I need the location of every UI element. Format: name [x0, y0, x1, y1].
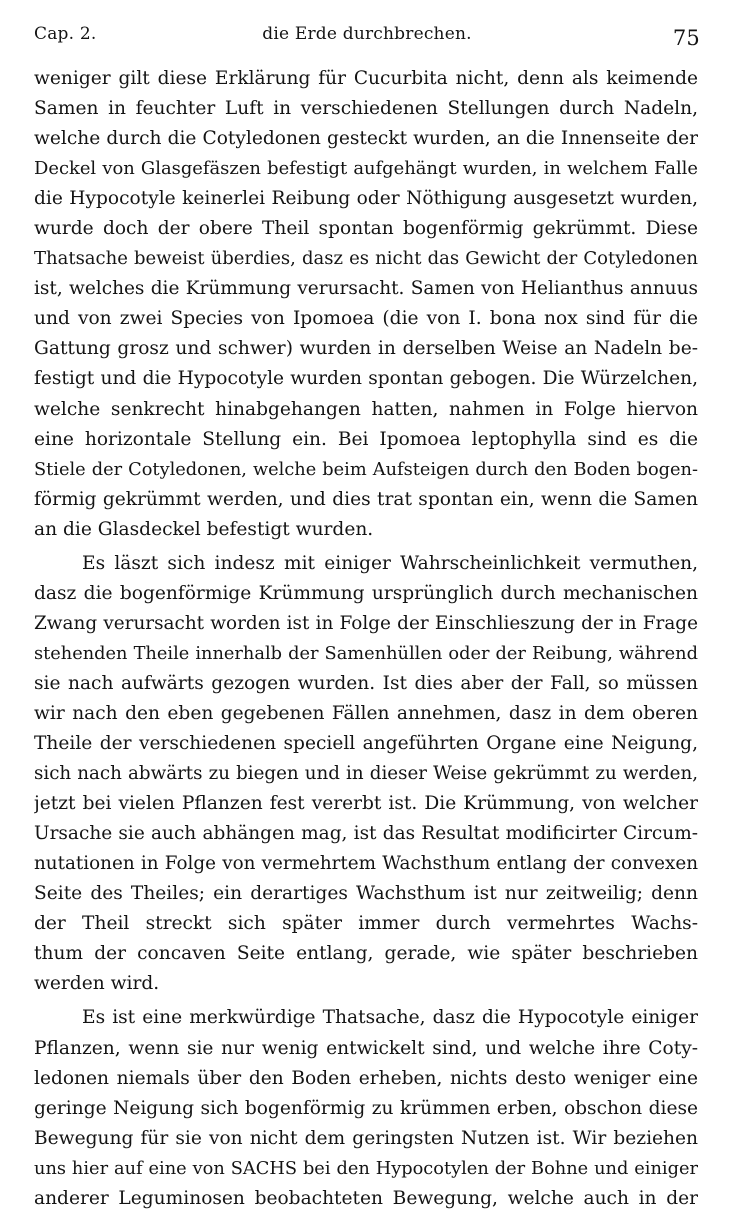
text-line: weniger gilt diese Erklärung für Cucurbita nicht, denn als keimende [34, 68, 698, 89]
text-line: Thatsache beweist überdies, dasz es nicht das Gewicht der Cotyledonen [34, 248, 698, 270]
text-line: Pflanzen, wenn sie nur wenig entwickelt sind, und welche ihre Coty- [34, 1037, 698, 1059]
text-line: welche senkrecht hinabgehangen hatten, nahmen in Folge hiervon [34, 398, 698, 420]
text-line: Deckel von Glasgefäszen befestigt aufgehängt wurden, in welchem Falle [34, 158, 698, 180]
page-number: 75 [672, 26, 700, 50]
text-line: dasz die bogenförmige Krümmung ursprünglich durch mechanischen [34, 582, 698, 604]
paragraph-1 [34, 64, 698, 545]
text-line: stehenden Theile innerhalb der Samenhüllen oder der Reibung, während [34, 643, 698, 664]
text-line: ist, welches die Krümmung verursacht. Samen von Helianthus annuus [34, 278, 698, 300]
text-line: Bewegung für sie von nicht dem geringsten Nutzen ist. Wir beziehen [34, 1127, 698, 1149]
paragraph-3 [34, 1003, 698, 1213]
text-line: Zwang verursacht worden ist in Folge der Einschlieszung der in Frage [34, 612, 698, 634]
paragraph-2 [34, 549, 698, 1000]
text-line: Es ist eine merkwürdige Thatsache, dasz die Hypocotyle einiger [82, 1007, 698, 1029]
text-line: sie nach aufwärts gezogen wurden. Ist dies aber der Fall, so müssen [34, 672, 698, 694]
text-line: Stiele der Cotyledonen, welche beim Aufsteigen durch den Boden bogen- [34, 459, 698, 480]
text-line: wir nach den eben gegebenen Fällen annehmen, dasz in dem oberen [34, 702, 698, 724]
text-line: Samen in feuchter Luft in verschiedenen Stellungen durch Nadeln, [34, 98, 698, 120]
text-line: ledonen niemals über den Boden erheben, nichts desto weniger eine [34, 1067, 698, 1089]
text-line: förmig gekrümmt werden, und dies trat spontan ein, wenn die Samen [34, 488, 698, 510]
text-line: Theile der verschiedenen speciell angeführten Organe eine Neigung, [34, 733, 698, 755]
text-line: eine horizontale Stellung ein. Bei Ipomoea leptophylla sind es die [34, 428, 698, 450]
text-line: uns hier auf eine von SACHS bei den Hypocotylen der Bohne und einiger [34, 1158, 698, 1179]
text-line: werden wird. [34, 973, 160, 995]
text-line: sich nach abwärts zu biegen und in dieser Weise gekrümmt zu werden, [34, 763, 698, 785]
text-line: und von zwei Species von Ipomoea (die von I. bona nox sind für die [34, 308, 698, 330]
text-line: thum der concaven Seite entlang, gerade, wie später beschrieben [34, 943, 698, 965]
text-line: Gattung grosz und schwer) wurden in derselben Weise an Nadeln be- [34, 338, 698, 360]
text-line: nutationen in Folge von vermehrtem Wachsthum entlang der convexen [34, 853, 698, 875]
text-line: jetzt bei vielen Pflanzen fest vererbt ist. Die Krümmung, von welcher [34, 793, 698, 815]
running-header [34, 20, 700, 48]
text-line: geringe Neigung sich bogenförmig zu krümmen erben, obschon diese [34, 1097, 698, 1119]
text-line: an die Glasdeckel befestigt wurden. [34, 518, 374, 540]
body-text [34, 64, 698, 1214]
text-line: der Theil streckt sich später immer durch vermehrtes Wachs- [34, 913, 698, 935]
text-line: wurde doch der obere Theil spontan bogenförmig gekrümmt. Diese [34, 218, 698, 240]
text-line: welche durch die Cotyledonen gesteckt wurden, an die Innenseite der [34, 128, 698, 150]
text-line: festigt und die Hypocotyle wurden spontan gebogen. Die Würzelchen, [34, 368, 698, 390]
chapter-label: Cap. 2. [34, 24, 97, 44]
text-line: Seite des Theiles; ein derartiges Wachsthum ist nur zeitweilig; denn [34, 883, 698, 905]
text-line: Es läszt sich indesz mit einiger Wahrscheinlichkeit vermuthen, [82, 552, 698, 574]
text-line: die Hypocotyle keinerlei Reibung oder Nöthigung ausgesetzt wurden, [34, 188, 698, 210]
text-line: anderer Leguminosen beobachteten Bewegung, welche auch in der [34, 1187, 698, 1209]
running-title: die Erde durchbrechen. [262, 24, 472, 44]
text-line: Ursache sie auch abhängen mag, ist das Resultat modificirter Circum- [34, 823, 698, 845]
